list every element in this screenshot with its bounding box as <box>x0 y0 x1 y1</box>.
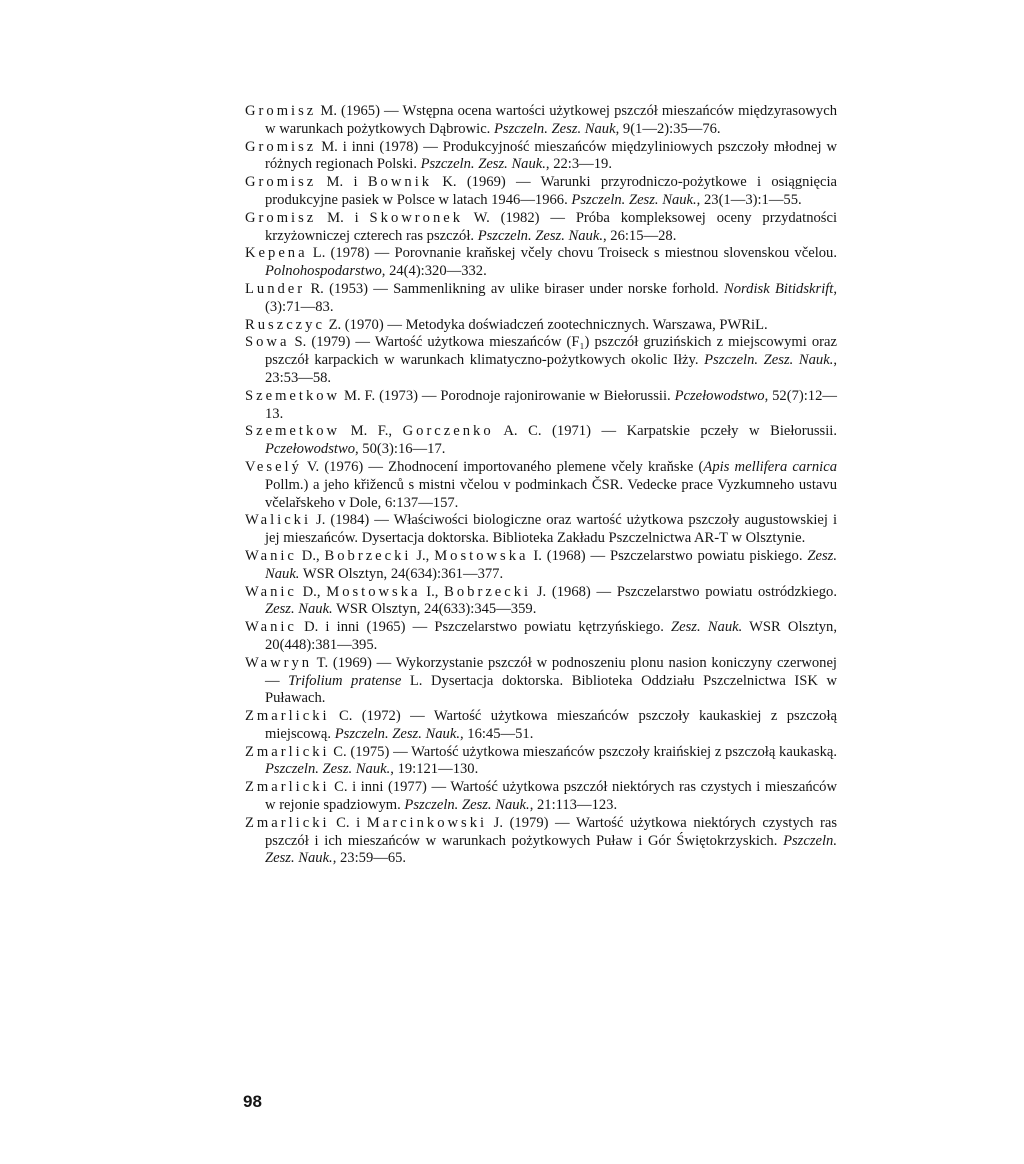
reference-author: Ruszczyc <box>245 316 325 333</box>
reference-coauthor: Mostowska <box>434 547 529 564</box>
reference-text: M. i <box>316 174 368 191</box>
reference-entry <box>245 388 837 424</box>
reference-tail: Pollm.) a jeho křiženců s mistni včelou v podminkach ČSR. Vedecke prace Vyzkumneho ustavu včelařskeho v Dole, 6:137—157. <box>265 476 837 511</box>
reference-tail: , 50(3):16—17. <box>355 441 446 458</box>
reference-tail: , 22:3—19. <box>545 156 612 173</box>
reference-text: C. (1972) — Wartość użytkowa mieszańców pszczoły kaukaskiej z pszczołą miejscową. <box>265 708 837 742</box>
reference-journal: Pszczeln. Zesz. Nauk. <box>571 191 697 208</box>
reference-text: I., <box>420 583 445 600</box>
reference-author: Lunder <box>245 280 306 297</box>
page-number: 98 <box>243 1092 262 1111</box>
reference-text: Z. (1970) — Metodyka doświadczeń zootechnicznych. Warszawa, PWRiL. <box>324 316 768 333</box>
reference-entry <box>245 317 837 335</box>
reference-journal: Zesz. Nauk. <box>265 547 837 582</box>
reference-journal: Pszczeln. Zesz. Nauk. <box>265 761 391 778</box>
reference-coauthor: Skowronek <box>369 209 464 226</box>
reference-text: M. i <box>316 209 370 226</box>
reference-entry <box>245 548 837 584</box>
reference-text: M. F., <box>340 423 403 440</box>
reference-tail: , 52(7):12—13. <box>265 387 837 422</box>
reference-tail: , 24(4):320—332. <box>381 263 487 280</box>
reference-text: W. (1982) — Próba kompleksowej oceny przydatności krzyżowniczej czterech ras pszczół. <box>265 209 837 244</box>
reference-entry <box>245 245 837 281</box>
reference-author: Zmarlicki <box>245 743 330 760</box>
reference-entry <box>245 512 837 548</box>
reference-tail: , 23:53—58. <box>265 352 837 386</box>
reference-text: A. C. (1971) — Karpatskie pczeły w Biełorussii. <box>493 423 837 440</box>
reference-journal: Zesz. Nauk. <box>265 601 333 618</box>
reference-author: Gromisz <box>245 209 317 226</box>
reference-tail: , 21:113—123. <box>529 797 618 814</box>
reference-text: M. F. (1973) — Porodnoje rajonirowanie w Biełorussii. <box>340 387 675 404</box>
reference-text: D. i inni (1965) — Pszczelarstwo powiatu kętrzyńskiego. <box>296 619 672 636</box>
reference-text: T. (1969) — Wykorzystanie pszczół w podnoszeniu plonu nasion koniczyny czerwonej — <box>265 654 837 689</box>
reference-coauthor: Gorczenko <box>402 423 494 440</box>
reference-text: M. i inni (1978) — Produkcyjność mieszańców międzyliniowych pszczoły młodnej w różnych regionach Polski. <box>265 138 837 173</box>
reference-author: Szemetkow <box>245 423 341 440</box>
reference-text: V. (1976) — Zhodnocení importovaného plemene včely kraňske ( <box>301 458 704 475</box>
reference-text: D., <box>296 583 327 600</box>
reference-coauthor: Bobrzecki <box>444 583 532 600</box>
reference-entry <box>245 815 837 868</box>
reference-text: C. i inni (1977) — Wartość użytkowa pszczół niektórych ras czystych i mieszańców w rejonie spadziowym. <box>265 779 837 814</box>
reference-text: C. (1975) — Wartość użytkowa mieszańców pszczoły kraińskiej z pszczołą kaukaską. <box>329 743 837 760</box>
reference-journal: Pszczeln. Zesz. Nauk. <box>477 227 603 244</box>
reference-tail: L. Dysertacja doktorska. Biblioteka Oddziału Pszczelnictwa ISK w Puławach. <box>265 672 837 707</box>
reference-author: Gromisz <box>245 174 317 191</box>
reference-entry <box>245 708 837 744</box>
reference-tail: , 16:45—51. <box>459 725 534 742</box>
reference-entry <box>245 334 837 387</box>
reference-text: J. (1968) — Pszczelarstwo powiatu ostródzkiego. <box>531 583 837 600</box>
reference-author: Kepena <box>245 245 308 262</box>
reference-journal: Pszczeln. Zesz. Nauk. <box>420 156 546 173</box>
reference-journal: Pszczeln. Zesz. Nauk. <box>404 797 530 814</box>
reference-list <box>245 103 837 868</box>
reference-author: Zmarlicki <box>245 779 330 796</box>
reference-entry <box>245 423 837 459</box>
reference-journal: Pczełowodstwo <box>674 387 765 404</box>
reference-author: Gromisz <box>245 138 317 155</box>
reference-text: I. (1968) — Pszczelarstwo powiatu piskiego. <box>528 547 808 564</box>
reference-author: Szemetkow <box>245 387 341 404</box>
reference-entry <box>245 619 837 655</box>
reference-entry <box>245 139 837 175</box>
reference-coauthor: Marcinkowski <box>366 814 488 831</box>
reference-entry <box>245 103 837 139</box>
reference-author: Wanic <box>245 547 297 564</box>
reference-tail: , 9(1—2):35—76. <box>615 120 721 137</box>
reference-journal: Zesz. Nauk. <box>671 619 743 636</box>
reference-author: Wanic <box>245 583 297 600</box>
reference-author: Gromisz <box>245 103 317 119</box>
reference-entry <box>245 174 837 210</box>
reference-text: R. (1953) — Sammenlikning av ulike biraser under norske forhold. <box>305 280 725 297</box>
reference-entry <box>245 584 837 620</box>
reference-text: J., <box>411 547 435 564</box>
reference-text: L. (1978) — Porovnanie kraňskej včely chovu Troiseck s miestnou slovenskou včelou. <box>307 245 837 262</box>
reference-journal: Pszczeln. Zesz. Nauk <box>493 120 616 137</box>
reference-entry <box>245 744 837 780</box>
reference-tail: WSR Olsztyn, 24(634):361—377. <box>299 565 504 582</box>
reference-tail: , 23:59—65. <box>332 850 407 867</box>
reference-author: Zmarlicki <box>245 708 330 725</box>
reference-species: Apis mellifera carnica <box>703 458 837 475</box>
reference-tail: , 23(1—3):1—55. <box>696 191 802 208</box>
reference-journal: Pszczeln. Zesz. Nauk. <box>704 352 834 369</box>
reference-coauthor: Bownik <box>367 174 433 191</box>
reference-coauthor: Bobrzecki <box>324 547 412 564</box>
reference-text: M. (1965) — Wstępna ocena wartości użytkowej pszczół mieszańców międzyrasowych w warunkach pożytkowych Dąbrowic. <box>265 103 837 137</box>
reference-journal: Pszczeln. Zesz. Nauk. <box>265 832 837 867</box>
reference-author: Zmarlicki <box>245 814 330 831</box>
reference-entry <box>245 210 837 246</box>
reference-tail: , 19:121—130. <box>390 761 479 778</box>
reference-entry <box>245 655 837 708</box>
reference-journal: Polnohospodarstwo <box>265 263 382 280</box>
reference-journal: Pszczeln. Zesz. Nauk. <box>334 725 460 742</box>
reference-journal: Nordisk Bitidskrift <box>724 280 834 297</box>
reference-tail: , (3):71—83. <box>265 280 838 315</box>
reference-journal: Pczełowodstwo <box>265 441 355 458</box>
reference-author: Walicki <box>245 512 312 529</box>
reference-tail: WSR Olsztyn, 20(448):381—395. <box>265 619 837 653</box>
reference-author: Sowa <box>245 334 290 351</box>
reference-author: Veselý <box>245 458 302 475</box>
reference-tail: , 26:15—28. <box>602 227 677 244</box>
reference-text: D., <box>296 547 325 564</box>
reference-author: Wanic <box>245 619 297 636</box>
reference-species: Trifolium pratense <box>288 672 402 689</box>
reference-coauthor: Mostowska <box>326 583 421 600</box>
reference-text: J. (1984) — Właściwości biologiczne oraz wartość użytkowa pszczoły augustowskiej i jej mieszańców. Dysertacja doktorska. Biblioteka Zakładu Pszczelnictwa AR-T w Olsztynie. <box>265 512 837 547</box>
reference-text: S. (1979) — Wartość użytkowa mieszańców (F₁) pszczół gruzińskich z miejscowymi oraz pszczół karpackich w warunkach klimatyczno-pożytkowych okolic Iłży. <box>265 334 837 369</box>
reference-text: K. (1969) — Warunki przyrodniczo-pożytkowe i osiągnięcia produkcyjne pasiek w Polsce w latach 1946—1966. <box>265 174 837 208</box>
reference-entry <box>245 281 837 317</box>
reference-text: J. (1979) — Wartość użytkowa niektórych czystych ras pszczół i ich mieszańców w warunkach pożytkowych Puław i Gór Świętokrzyskich. <box>265 814 837 849</box>
reference-tail: WSR Olsztyn, 24(633):345—359. <box>332 601 537 618</box>
reference-entry <box>245 779 837 815</box>
reference-author: Wawryn <box>245 654 313 671</box>
reference-text: C. i <box>329 814 367 831</box>
reference-entry <box>245 459 837 512</box>
